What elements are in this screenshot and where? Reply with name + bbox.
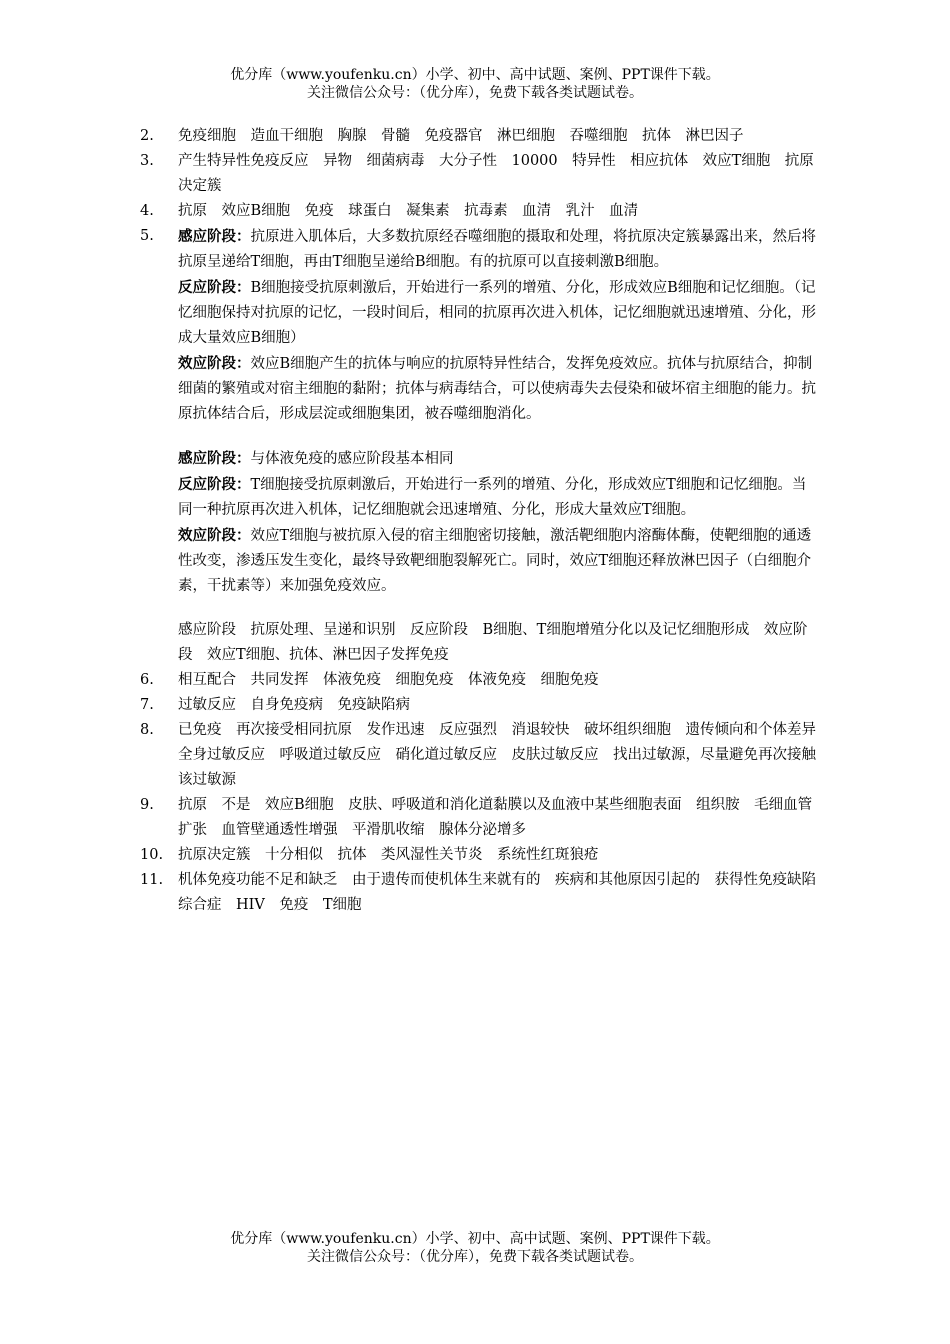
stage-label: 感应阶段： bbox=[178, 228, 251, 245]
cellular-immunity-stages bbox=[178, 446, 820, 599]
item-number: 7. bbox=[140, 697, 154, 713]
stage-text: 效应T细胞与被抗原入侵的宿主细胞密切接触，激活靶细胞内溶酶体酶，使靶细胞的通透性改变，渗透压发生变化，最终导致靶细胞裂解死亡。同时，效应T细胞还释放淋巴因子（白细胞介素，干扰素等）来加强免疫效应。 bbox=[178, 528, 812, 594]
page-header bbox=[0, 66, 950, 102]
humoral-stage-reaction bbox=[178, 275, 820, 351]
cellular-stage-reaction bbox=[178, 472, 820, 523]
item-number: 2. bbox=[140, 128, 154, 144]
item-number: 6. bbox=[140, 672, 154, 688]
cellular-stage-induction bbox=[178, 446, 820, 472]
item-text: 过敏反应 自身免疫病 免疫缺陷病 bbox=[178, 697, 410, 713]
item-text: 免疫细胞 造血干细胞 胸腺 骨髓 免疫器官 淋巴细胞 吞噬细胞 抗体 淋巴因子 bbox=[178, 128, 744, 144]
stage-label: 反应阶段： bbox=[178, 279, 251, 296]
answer-item-4 bbox=[140, 199, 820, 224]
answer-item-5 bbox=[140, 224, 820, 427]
stage-label: 效应阶段： bbox=[178, 527, 251, 544]
answer-item-7 bbox=[140, 693, 820, 718]
spacer bbox=[140, 599, 820, 618]
answer-item-2 bbox=[140, 124, 820, 149]
humoral-stage-induction bbox=[178, 224, 820, 275]
item-number: 3. bbox=[140, 153, 154, 169]
stage-label: 反应阶段： bbox=[178, 476, 251, 493]
answer-item-11 bbox=[140, 868, 820, 918]
footer-line-1: 优分库（www.youfenku.cn）小学、初中、高中试题、案例、PPT课件下载。 bbox=[230, 1231, 720, 1247]
cellular-stage-effect bbox=[178, 523, 820, 599]
spacer bbox=[140, 427, 820, 446]
item-text: 抗原 不是 效应B细胞 皮肤、呼吸道和消化道黏膜以及血液中某些细胞表面 组织胺 毛细血管扩张 血管壁通透性增强 平滑肌收缩 腺体分泌增多 bbox=[178, 797, 813, 838]
item-text: 机体免疫功能不足和缺乏 由于遗传而使机体生来就有的 疾病和其他原因引起的 获得性免疫缺陷综合症 HIV 免疫 T细胞 bbox=[178, 872, 816, 913]
item-text: 抗原决定簇 十分相似 抗体 类风湿性关节炎 系统性红斑狼疮 bbox=[178, 847, 599, 863]
item-number: 9. bbox=[140, 797, 154, 813]
humoral-stage-effect bbox=[178, 351, 820, 427]
item-number: 8. bbox=[140, 722, 154, 738]
stage-text: 效应B细胞产生的抗体与响应的抗原特异性结合，发挥免疫效应。抗体与抗原结合，抑制细菌的繁殖或对宿主细胞的黏附；抗体与病毒结合，可以使病毒失去侵染和破坏宿主细胞的能力。抗原抗体结合后，形成层淀或细胞集团，被吞噬细胞消化。 bbox=[178, 356, 816, 422]
header-line-1: 优分库（www.youfenku.cn）小学、初中、高中试题、案例、PPT课件下载。 bbox=[230, 67, 720, 83]
item-text: 抗原 效应B细胞 免疫 球蛋白 凝集素 抗毒素 血清 乳汁 血清 bbox=[178, 203, 639, 219]
item-number: 10. bbox=[140, 847, 164, 863]
item-text: 产生特异性免疫反应 异物 细菌病毒 大分子性 10000 特异性 相应抗体 效应T细胞 抗原决定簇 bbox=[178, 153, 814, 194]
item-text: 相互配合 共同发挥 体液免疫 细胞免疫 体液免疫 细胞免疫 bbox=[178, 672, 599, 688]
stage-summary: 感应阶段 抗原处理、呈递和识别 反应阶段 B细胞、T细胞增殖分化以及记忆细胞形成 效应阶段 效应T细胞、抗体、淋巴因子发挥免疫 bbox=[178, 622, 808, 663]
page-footer bbox=[0, 1230, 950, 1266]
stage-label: 效应阶段： bbox=[178, 355, 251, 372]
humoral-immunity-stages bbox=[178, 224, 820, 427]
item-number: 11. bbox=[140, 872, 164, 888]
stage-label: 感应阶段： bbox=[178, 450, 251, 467]
item-number: 5. bbox=[140, 228, 154, 244]
stage-text: B细胞接受抗原刺激后，开始进行一系列的增殖、分化，形成效应B细胞和记忆细胞。（记忆细胞保持对抗原的记忆，一段时间后，相同的抗原再次进入机体，记忆细胞就迅速增殖、分化，形成大量效应B细胞） bbox=[178, 280, 816, 346]
answer-list bbox=[140, 124, 831, 918]
stage-text: 与体液免疫的感应阶段基本相同 bbox=[250, 451, 454, 467]
header-line-2: 关注微信公众号：（优分库），免费下载各类试题试卷。 bbox=[307, 85, 643, 101]
footer-line-2: 关注微信公众号：（优分库），免费下载各类试题试卷。 bbox=[307, 1249, 643, 1265]
answer-item-8 bbox=[140, 718, 831, 793]
stage-text: 抗原进入肌体后，大多数抗原经吞噬细胞的摄取和处理，将抗原决定簇暴露出来，然后将抗原呈递给T细胞，再由T细胞呈递给B细胞。有的抗原可以直接刺激B细胞。 bbox=[178, 229, 816, 270]
answer-item-9 bbox=[140, 793, 820, 843]
answer-item-3 bbox=[140, 149, 820, 199]
answer-item-10 bbox=[140, 843, 820, 868]
answer-item-6 bbox=[140, 668, 820, 693]
item-number: 4. bbox=[140, 203, 154, 219]
item-text: 已免疫 再次接受相同抗原 发作迅速 反应强烈 消退较快 破坏组织细胞 遗传倾向和个体差异 全身过敏反应 呼吸道过敏反应 硝化道过敏反应 皮肤过敏反应 找出过敏源，尽量避免再次接触该过敏源 bbox=[178, 722, 831, 788]
stage-text: T细胞接受抗原刺激后，开始进行一系列的增殖、分化，形成效应T细胞和记忆细胞。当同一种抗原再次进入机体，记忆细胞就会迅速增殖、分化，形成大量效应T细胞。 bbox=[178, 477, 807, 518]
